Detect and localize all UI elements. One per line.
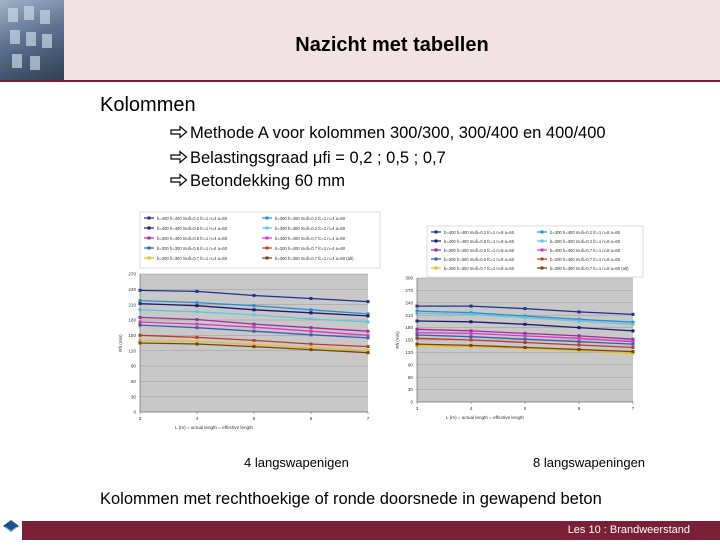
legend-label: b=300 h=300 mufi=0.7 fc=1 n=4 a=60 [157, 255, 228, 261]
arrow-right-icon [170, 149, 190, 168]
chart-left [110, 208, 380, 440]
data-point [524, 316, 527, 319]
data-point [253, 339, 256, 342]
x-tick-label: 3 [138, 416, 142, 421]
legend-label: b=400 h=400 mufi=0.5 fc=1 n=4 a=60 [157, 225, 228, 231]
legend-label: b=300 h=300 mufi=0.5 fc=1 n=4 a=60 [157, 245, 228, 251]
footer-bar [22, 521, 720, 540]
y-tick-label: 270 [128, 271, 136, 277]
y-tick-label: 120 [405, 350, 413, 355]
legend-entry [262, 236, 346, 241]
data-point [310, 330, 313, 333]
legend-label: b=300 h=400 mufi=0.5 fc=1 n=8 a=60 [444, 247, 515, 253]
data-point [524, 346, 527, 349]
data-point [524, 307, 527, 310]
data-point [632, 343, 635, 346]
legend-entry [537, 257, 621, 262]
legend-entry [144, 246, 228, 251]
data-point [367, 336, 370, 339]
data-point [367, 334, 370, 337]
febe-logo [0, 518, 22, 540]
data-point [196, 290, 199, 293]
footer-label: Les 10 : Brandweerstand [567, 524, 690, 536]
data-point [310, 308, 313, 311]
y-tick-label: 30 [130, 394, 136, 400]
data-point [578, 319, 581, 322]
data-point [578, 343, 581, 346]
data-point [470, 320, 473, 323]
data-point [632, 313, 635, 316]
legend-entry [431, 266, 515, 271]
data-point [470, 335, 473, 338]
x-tick-label: 4 [195, 416, 199, 421]
x-tick-label: 6 [309, 416, 313, 421]
y-axis-label: Rfi (min) [118, 334, 123, 352]
section-heading: Kolommen [100, 94, 196, 116]
data-point [367, 314, 370, 317]
legend-label: b=400 h=400 mufi=0.7 fc=1 n=8 a=60 [550, 247, 621, 253]
arrow-right-icon [170, 124, 190, 143]
legend-entry [431, 248, 515, 253]
data-point [367, 330, 370, 333]
legend-label: b=300 h=300 mufi=0.7 fc=1 n=8 a=60 (alt) [550, 265, 629, 271]
data-point [578, 337, 581, 340]
chart-left-caption: 4 langswapenigen [244, 455, 349, 470]
legend-entry [537, 239, 621, 244]
data-point [196, 318, 199, 321]
legend-label: b=400 h=400 mufi=0.2 fc=1 n=4 a=60 [157, 215, 228, 221]
data-point [253, 323, 256, 326]
data-point [632, 329, 635, 332]
x-axis-label: L (m) = actual length = effective length [446, 415, 524, 420]
y-tick-label: 90 [407, 362, 413, 368]
bullet-item [170, 172, 345, 191]
y-tick-label: 210 [128, 302, 136, 308]
y-tick-label: 60 [407, 374, 413, 380]
data-point [196, 301, 199, 304]
data-point [310, 333, 313, 336]
legend-entry [262, 226, 346, 231]
legend-entry [262, 256, 354, 261]
legend-entry [262, 216, 346, 221]
data-point [524, 338, 527, 341]
x-tick-label: 5 [252, 416, 256, 421]
legend-entry [144, 236, 228, 241]
arrow-right-icon [170, 172, 190, 191]
x-tick-label: 4 [469, 406, 473, 411]
y-axis-label: Rfi (min) [395, 331, 400, 349]
data-point [578, 310, 581, 313]
x-tick-label: 5 [523, 406, 527, 411]
data-point [310, 326, 313, 329]
y-tick-label: 60 [130, 378, 136, 384]
header-photo [0, 0, 64, 80]
x-tick-label: 7 [366, 416, 370, 421]
data-point [196, 310, 199, 313]
x-tick-label: 6 [577, 406, 581, 411]
x-axis-label: L (m) = actual length = effective length [175, 425, 253, 430]
legend-label: b=300 h=400 mufi=0.7 fc=1 n=8 a=60 [550, 256, 621, 262]
bullet-text: Betondekking 60 mm [190, 172, 346, 190]
data-point [632, 350, 635, 353]
legend-label: b=300 h=300 mufi=0.7 fc=1 n=8 a=60 [444, 265, 515, 271]
legend-label: b=300 h=300 mufi=0.2 fc=1 n=8 a=60 [550, 238, 621, 244]
data-point [196, 336, 199, 339]
data-point [578, 348, 581, 351]
y-tick-label: 0 [410, 399, 413, 405]
data-point [470, 344, 473, 347]
data-point [253, 294, 256, 297]
legend-label: b=300 h=400 mufi=0.7 fc=1 n=4 a=60 [275, 245, 346, 251]
legend-entry [144, 256, 228, 261]
y-tick-label: 90 [130, 363, 136, 369]
y-tick-label: 120 [128, 348, 136, 354]
chart-right-caption: 8 langswapeningen [533, 455, 646, 470]
y-tick-label: 30 [407, 387, 413, 393]
legend-entry [537, 248, 621, 253]
data-point [310, 348, 313, 351]
slide-caption: Kolommen met rechthoekige of ronde doorsnede in gewapend beton [100, 490, 602, 508]
data-point [632, 346, 635, 349]
data-point [196, 323, 199, 326]
legend-label: b=300 h=300 mufi=0.2 fc=1 n=4 a=60 [275, 225, 346, 231]
data-point [367, 351, 370, 354]
bullet-text: Belastingsgraad μfi = 0,2 ; 0,5 ; 0,7 [190, 149, 446, 167]
data-point [196, 326, 199, 329]
data-point [470, 332, 473, 335]
data-point [253, 308, 256, 311]
y-tick-label: 240 [128, 286, 136, 292]
data-point [367, 345, 370, 348]
legend-entry [537, 230, 621, 235]
data-point [524, 323, 527, 326]
y-tick-label: 150 [405, 337, 413, 343]
bullet-item [170, 149, 446, 168]
legend-label: b=300 h=400 mufi=0.2 fc=1 n=4 a=60 [275, 215, 346, 221]
legend-entry [431, 239, 515, 244]
data-point [524, 341, 527, 344]
data-point [524, 334, 527, 337]
page-title: Nazicht met tabellen [295, 34, 489, 56]
y-tick-label: 0 [133, 409, 136, 415]
legend-label: b=400 h=400 mufi=0.7 fc=1 n=4 a=60 [275, 235, 346, 241]
data-point [253, 330, 256, 333]
y-tick-label: 270 [405, 288, 413, 293]
data-point [578, 340, 581, 343]
legend-entry [431, 257, 515, 262]
y-tick-label: 150 [128, 332, 136, 338]
data-point [196, 340, 199, 343]
y-tick-label: 240 [405, 300, 413, 306]
data-point [253, 313, 256, 316]
bullet-text: Methode A voor kolommen 300/300, 300/400 en 400/400 [190, 124, 606, 142]
data-point [470, 305, 473, 308]
legend-label: b=300 h=300 mufi=0.5 fc=1 n=8 a=60 [444, 256, 515, 262]
data-point [470, 339, 473, 342]
data-point [310, 311, 313, 314]
y-tick-label: 300 [405, 275, 413, 281]
data-point [367, 321, 370, 324]
data-point [196, 343, 199, 346]
y-tick-label: 180 [405, 325, 413, 331]
slide-header [0, 0, 720, 82]
legend-entry [262, 246, 346, 251]
data-point [578, 326, 581, 329]
legend-entry [537, 266, 629, 271]
legend-label: b=300 h=400 mufi=0.5 fc=1 n=4 a=60 [157, 235, 228, 241]
legend-entry [144, 216, 228, 221]
legend-entry [144, 226, 228, 231]
data-point [310, 317, 313, 320]
data-point [632, 323, 635, 326]
legend-label: b=300 h=300 mufi=0.7 fc=1 n=4 a=60 (alt) [275, 255, 354, 261]
data-point [253, 304, 256, 307]
y-tick-label: 180 [128, 317, 136, 323]
x-tick-label: 3 [415, 406, 419, 411]
legend-label: b=400 h=400 mufi=0.5 fc=1 n=8 a=60 [444, 238, 515, 244]
data-point [253, 326, 256, 329]
data-point [196, 304, 199, 307]
bullet-item [170, 124, 606, 143]
chart-right [395, 222, 650, 420]
data-point [253, 345, 256, 348]
y-tick-label: 210 [405, 312, 413, 318]
data-point [367, 300, 370, 303]
x-tick-label: 7 [631, 406, 635, 411]
data-point [310, 297, 313, 300]
data-point [310, 343, 313, 346]
legend-label: b=400 h=400 mufi=0.2 fc=1 n=8 a=60 [444, 229, 515, 235]
legend-label: b=300 h=400 mufi=0.2 fc=1 n=8 a=60 [550, 229, 621, 235]
legend-entry [431, 230, 515, 235]
data-point [470, 313, 473, 316]
